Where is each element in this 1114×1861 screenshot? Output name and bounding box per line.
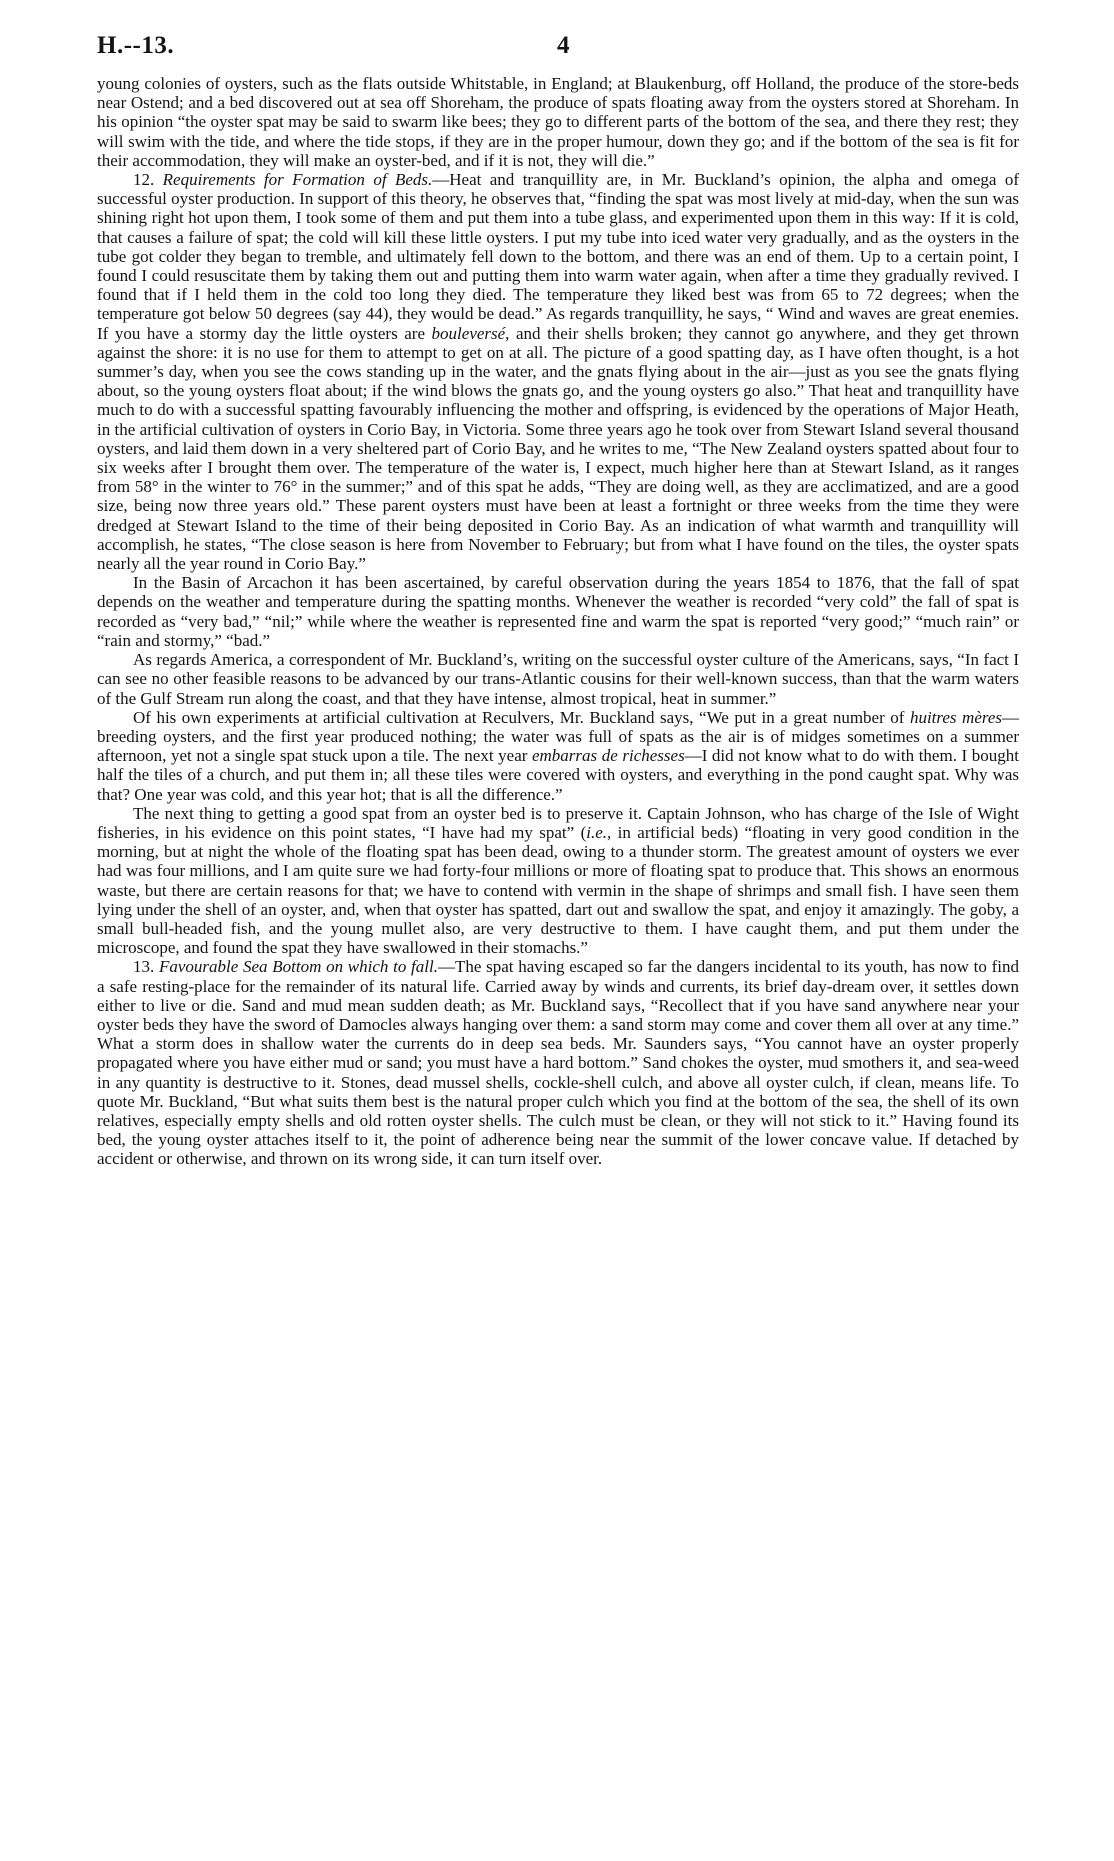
page-header [97,30,1019,64]
paragraph-text: Of his own experiments at artificial cultivation at Reculvers, Mr. Buckland says, “We put in a great number of [133,707,910,727]
body-text [97,74,1019,1169]
paragraph-12 [97,170,1019,573]
paragraph-arcachon: In the Basin of Arcachon it has been ascertained, by careful observation during the years 1854 to 1876, that the fall of spat depends on the weather and temperature during the spatting months. Whenever the weather is recorded “very cold” the fall of spat is recorded as “very bad,” “nil;” while where the weather is represented fine and warm the spat is reported “very good;” “much rain” or “rain and stormy,” “bad.” [97,573,1019,650]
italic-phrase: huitres mères [909,707,1003,727]
paragraph-text: and their shells broken; they cannot go anywhere, and they get thrown against the shore: it is no use for them to attempt to get on at all. The picture of a good spatting day, as I have often thought, is a hot summer’s day, when you see the cows standing up in the water, and the gnats flying about in the air—just as you see the gnats flying about, so the young oysters float about; if the wind blows the gnats go, and the young oysters go also.” That heat and tranquillity have much to do with a successful spatting favourably influencing the mother and offspring, is evidenced by the operations of Major Heath, in the artificial cultivation of oysters in Corio Bay, in Victoria. Some three years ago he took over from Stewart Island several thousand oysters, and laid them down in a very sheltered part of Corio Bay, and he writes to me, “The New Zealand oysters spatted about four to six weeks after I brought them over. The temperature of the water is, I expect, much higher here than at Stewart Island, as it ranges from 58° in the winter to 76° in the summer;” and of this spat he adds, “They are doing well, as they are acclimatized, and are a good size, being now three years old.” These parent oysters must have been at least a fortnight or three weeks from the time they were dredged at Stewart Island to the time of their being deposited in Corio Bay. As an indication of what warmth and tranquillity will accomplish, he states, “The close season is here from November to February; but from what I have found on the tiles, the oyster spats nearly all the year round in Corio Bay.” [97,323,1019,574]
paragraph-continuation: young colonies of oysters, such as the flats outside Whitstable, in England; at Blaukenburg, off Holland, the produce of the store-beds near Ostend; and a bed discovered out at sea off Shoreham, the produce of spats floating away from the oysters stored at Shoreham. In his opinion “the oyster spat may be said to swarm like bees; they go to different parts of the bottom of the sea, and there they rest; they will swim with the tide, and where the tide stops, if they are in the proper humour, down they go; and if the bottom of the sea is fit for their accommodation, they will make an oyster-bed, and if it is not, they will die.” [97,74,1019,170]
paragraph-text: —Heat and tranquillity are, in Mr. Buckland’s opinion, the alpha and omega of successful oyster production. In support of this theory, he observes that, “finding the spat was most lively at mid-day, when the sun was shining right hot upon them, I took some of them and put them into a tube glass, and experimented upon them in this way: If it is cold, that causes a failure of spat; the cold will kill these little oysters. I put my tube into iced water very gradually, and as the oysters in the tube got colder they began to tremble, and ultimately fell down to the bottom, and there was an end of them. Up to a certain point, I found I could resuscitate them by taking them out and putting them into warm water again, when after a time they gradually revived. I found that if I held them in the cold too long they died. The temperature they liked best was from 65 to 72 degrees; when the temperature got below 50 degrees (say 44), they would be dead.” As regards tranquillity, he says, “ Wind and waves are great enemies. If you have a stormy day the little oysters are [97,170,1019,343]
section-number: 12. [133,170,155,190]
italic-phrase: i.e., [586,822,612,842]
page-number: 4 [557,32,570,59]
paragraph-america: As regards America, a correspondent of Mr. Buckland’s, writing on the successful oyster culture of the Americans, says, “In fact I can see no other feasible reasons to be advanced by our trans-Atlantic cousins for their well-known success, than that the warm waters of the Gulf Stream run along the coast, and that they have intense, almost tropical, heat in summer.” [97,650,1019,708]
section-number: 13. [133,957,155,977]
paragraph-reculvers [97,708,1019,804]
paragraph-text: —I did not know what to do with them. I bought half the tiles of a church, and put them in; all these tiles were covered with oysters, and everything in the pond caught spat. Why was that? One year was cold, and this year hot; that is all the difference.” [97,746,1019,804]
paragraph-text: The next thing to getting a good spat from an oyster bed is to preserve it. Captain Johnson, who has charge of the Isle of Wight fisheries, in his evidence on this point states, “I have had my spat” ( [97,803,1019,842]
paragraph-isle-of-wight [97,804,1019,958]
italic-phrase: embarras de richesses [531,746,685,766]
section-heading: Favourable Sea Bottom on which to fall. [158,957,438,977]
paragraph-text: —breeding oysters, and the first year produced nothing; the water was full of spats as the air is of midges sometimes on a summer afternoon, yet not a single spat stuck upon a tile. The next year [97,707,1020,766]
paragraph-text: —The spat having escaped so far the dangers incidental to its youth, has now to find a safe resting-place for the remainder of its natural life. Carried away by winds and currents, its brief day-dream over, it settles down either to live or die. Sand and mud mean sudden death; as Mr. Buckland says, “Recollect that if you have sand anywhere near your oyster beds they have the sword of Damocles always hanging over them: a sand storm may come and cover them all over at any time.” What a storm does in shallow water the currents do in deep sea beds. Mr. Saunders says, “You cannot have an oyster properly propagated where you have either mud or sand; you must have a hard bottom.” Sand chokes the oyster, mud smothers it, and sea-weed in any quantity is destructive to it. Stones, dead mussel shells, cockle-shell culch, and above all oyster culch, if clean, means life. To quote Mr. Buckland, “But what suits them best is the natural proper culch which you find at the bottom of the sea, the shell of its own relatives, especially empty shells and old rotten oyster shells. The culch must be clean, or they will not stick to it.” Having found its bed, the young oyster attaches itself to it, the point of adherence being near the summit of the lower concave value. If detached by accident or otherwise, and thrown on its wrong side, it can turn itself over. [97,957,1019,1169]
document-reference: H.--13. [97,32,175,59]
paragraph-text: in artificial beds) “floating in very good condition in the morning, but at night the whole of the floating spat has been dead, owing to a thunder storm. The greatest amount of oysters we ever had was four millions, and I am quite sure we had forty-four millions or more of floating spat to produce that. This shows an enormous waste, but there are certain reasons for that; we have to contend with vermin in the shape of shrimps and small fish. I have seen them lying under the shell of an oyster, and, when that oyster has spatted, dart out and swallow the spat, and enjoy it amazingly. The goby, a small bull-headed fish, and the young mullet also, are very destructive to them. I have caught them, and put them under the microscope, and found the spat they have swallowed in their stomachs.” [97,822,1019,958]
italic-phrase: bouleversé, [431,323,510,343]
section-heading: Requirements for Formation of Beds. [162,170,433,190]
paragraph-13 [97,957,1019,1168]
